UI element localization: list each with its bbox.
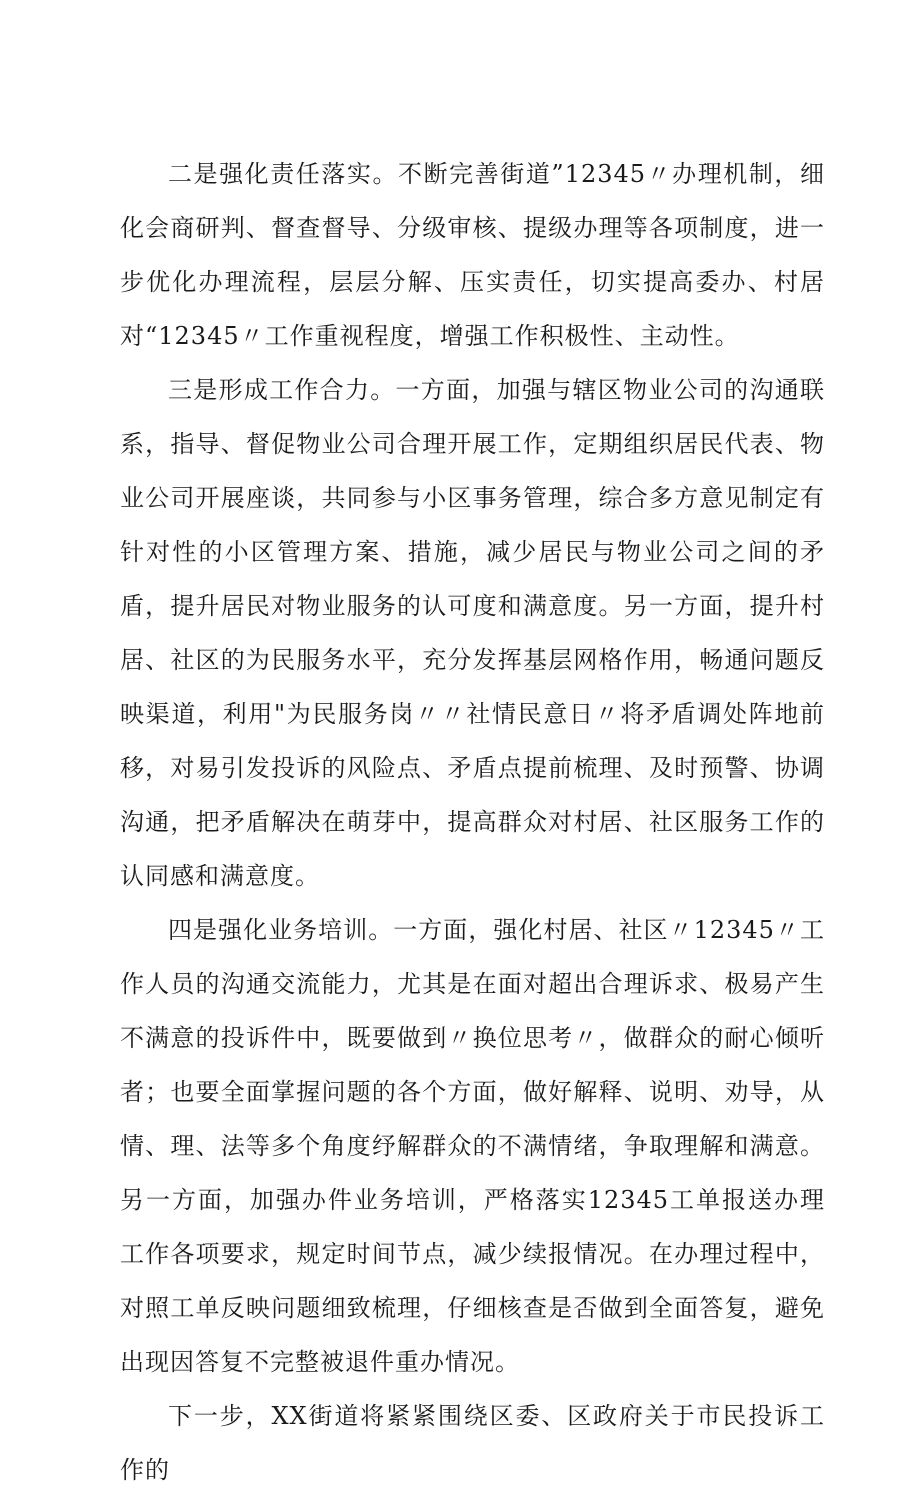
paragraph-training: 四是强化业务培训。一方面，强化村居、社区〃12345〃工作人员的沟通交流能力，尤其是在面对超出合理诉求、极易产生不满意的投诉件中，既要做到〃换位思考〃，做群众的耐心倾听者；也要全面掌握问题的各个方面，做好解释、说明、劝导，从情、理、法等多个角度纾解群众的不满情绪，争取理解和满意。另一方面，加强办件业务培训，严格落实12345工单报送办理工作各项要求，规定时间节点，减少续报情况。在办理过程中，对照工单反映问题细致梳理，仔细核查是否做到全面答复，避免出现因答复不完整被退件重办情况。 — [120, 916, 825, 1376]
paragraph-next-step: 下一步，XX街道将紧紧围绕区委、区政府关于市民投诉工作的 — [120, 1402, 825, 1484]
paragraph-responsibility: 二是强化责任落实。不断完善街道”12345〃办理机制，细化会商研判、督查督导、分级审核、提级办理等各项制度，进一步优化办理流程，层层分解、压实责任，切实提高委办、村居对“12345〃工作重视程度，增强工作积极性、主动性。 — [120, 160, 825, 350]
paragraph-cooperation: 三是形成工作合力。一方面，加强与辖区物业公司的沟通联系，指导、督促物业公司合理开展工作，定期组织居民代表、物业公司开展座谈，共同参与小区事务管理，综合多方意见制定有针对性的小区管理方案、措施，减少居民与物业公司之间的矛盾，提升居民对物业服务的认可度和满意度。另一方面，提升村居、社区的为民服务水平，充分发挥基层网格作用，畅通问题反映渠道，利用"为民服务岗〃〃社情民意日〃将矛盾调处阵地前移，对易引发投诉的风险点、矛盾点提前梳理、及时预警、协调沟通，把矛盾解决在萌芽中，提高群众对村居、社区服务工作的认同感和满意度。 — [120, 376, 825, 890]
document-body — [120, 147, 825, 1497]
